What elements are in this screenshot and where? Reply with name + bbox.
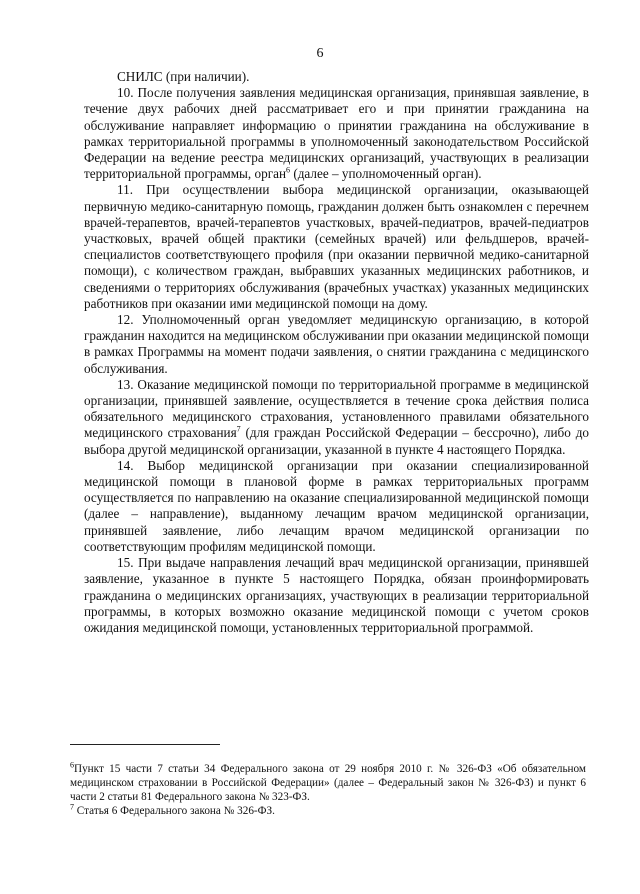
paragraph-snils: СНИЛС (при наличии). (117, 69, 250, 84)
footnotes (70, 762, 586, 818)
footnote-ref-7: 7 (236, 425, 241, 435)
body-text (84, 69, 589, 636)
footnote-6-mark: 6 (70, 760, 74, 770)
paragraph-13 (84, 377, 589, 458)
paragraph-10-tail: (далее – уполномоченный орган). (290, 166, 482, 182)
paragraph-13-text: 13. Оказание медицинской помощи по территориальной программе в медицинской организации, принявшей заявление, осуществляется в течение срока действия полиса обязательного медицинского страхования, установленного правилами обязательного медицинского страхования (84, 376, 589, 441)
paragraph-10 (84, 85, 589, 182)
footnote-7-mark: 7 (70, 802, 74, 812)
footnote-ref-6: 6 (286, 165, 291, 175)
footnote-6 (70, 762, 586, 804)
footnote-6-text: Пункт 15 части 7 статьи 34 Федерального закона от 29 ноября 2010 г. № 326-ФЗ «Об обязательном медицинском страховании в Российской Федерации» (далее – Федеральный закон № 326-ФЗ) и пункт 6 части 2 статьи 81 Федерального закона № 323-ФЗ. (70, 763, 586, 803)
paragraph-13-tail: (для граждан Российской Федерации – бессрочно), либо до выбора другой медицинской организации, указанной в пункте 4 настоящего Порядка. (84, 425, 589, 457)
paragraph-14: 14. Выбор медицинской организации при оказании специализированной медицинской помощи в плановой форме в рамках территориальных программ осуществляется по направлению на оказание специализированной медицинской помощи (далее – направление), выданному лечащим врачом медицинской организации, принявшей заявление, либо лечащим врачом медицинской организации по соответствующим профилям медицинской помощи. (84, 457, 589, 554)
paragraph-10-text: 10. После получения заявления медицинская организация, принявшая заявление, в течение двух рабочих дней рассматривает его и при принятии гражданина на обслуживание направляет информацию о принятии гражданина на обслуживание в рамках территориальной программы в уполномоченный законодательством Российской Федерации на ведение реестра медицинских организаций, участвующих в реализации территориальной программы, орган (84, 85, 589, 182)
paragraph-15: 15. При выдаче направления лечащий врач медицинской организации, принявшей заявление, указанное в пункте 5 настоящего Порядка, обязан проинформировать гражданина о медицинских организациях, участвующих в реализации территориальной программы, в которых возможно оказание медицинской помощи с учетом сроков ожидания медицинской помощи, установленных территориальной программой. (84, 555, 589, 635)
footnote-7-text: Статья 6 Федерального закона № 326-ФЗ. (74, 805, 275, 817)
footnote-separator (70, 744, 220, 745)
page-number: 6 (316, 46, 324, 61)
footnote-7 (70, 804, 586, 818)
paragraph-11: 11. При осуществлении выбора медицинской организации, оказывающей первичную медико-санитарную помощь, гражданин должен быть ознакомлен с перечнем врачей-терапевтов, врачей-терапевтов участковых, врачей-педиатров, врачей-педиатров участковых, врачей общей практики (семейных врачей) или фельдшеров, врачей-специалистов соответствующего профиля (при оказании первичной медико-санитарной помощи), с количеством граждан, выбравших указанных медицинских работников, и сведениями о территориях обслуживания (врачебных участках) указанных медицинских работников при оказании ими медицинской помощи на дому. (84, 182, 589, 311)
paragraph-12: 12. Уполномоченный орган уведомляет медицинскую организацию, в которой гражданин находится на медицинском обслуживании при оказании медицинской помощи в рамках Программы на момент подачи заявления, о снятии гражданина с медицинского обслуживания. (84, 312, 589, 376)
